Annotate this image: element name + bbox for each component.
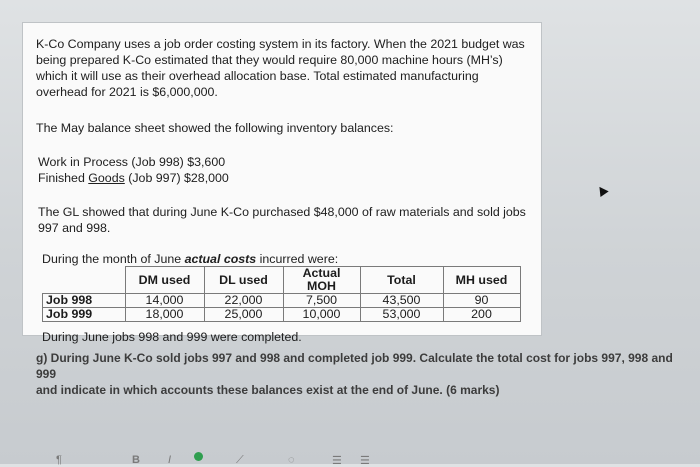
gl-line-2: 997 and 998. [38,221,111,235]
row-label: Job 998 [43,294,126,308]
header-mh: MH used [443,267,520,294]
costs-caption [42,251,338,267]
header-dl: DL used [204,267,283,294]
fg-label-a: Finished [38,171,89,185]
cell-moh: 7,500 [283,294,360,308]
cell-total: 43,500 [360,294,443,308]
intro-line-2: being prepared K-Co estimated that they would require 80,000 machine hours (MH’s) [36,53,503,67]
cell-mh: 200 [443,308,520,322]
wip-balance: Work in Process (Job 998) $3,600 [38,155,226,169]
completed-text: During June jobs 998 and 999 were completed. [42,330,302,344]
bold-icon[interactable]: B [132,454,140,466]
cell-moh: 10,000 [283,308,360,322]
cell-mh: 90 [443,294,520,308]
cell-dm: 18,000 [125,308,204,322]
costs-caption-a: During the month of June [42,252,185,266]
gl-line-1: The GL showed that during June K-Co purchased $48,000 of raw materials and sold jobs [38,205,526,219]
bullet-list-icon[interactable]: ☰ [332,455,342,467]
header-dm: DM used [125,267,204,294]
header-moh: Actual MOH [283,267,360,294]
link-icon[interactable]: ⟋ [236,454,244,466]
numbered-list-icon[interactable]: ☰ [360,455,370,467]
table-row [43,294,521,308]
costs-caption-c: incurred were: [256,252,339,266]
cell-dl: 25,000 [204,308,283,322]
fg-balance [38,170,229,186]
intro-line-3: which it will use as their overhead allocation base. Total estimated manufacturing [36,69,479,83]
text-color-icon[interactable] [194,452,203,461]
intro-line-1: K-Co Company uses a job order costing system in its factory. When the 2021 budget was [36,37,525,51]
header-total: Total [360,267,443,294]
table-row [43,308,521,322]
fg-label-b: (Job 997) $28,000 [124,171,229,185]
question-line-2: and indicate in which accounts these balances exist at the end of June. (6 marks) [36,383,500,397]
fg-label-goods: Goods [88,171,125,185]
image-icon[interactable]: ◌ [288,454,295,466]
cell-total: 53,000 [360,308,443,322]
row-label: Job 999 [43,308,126,322]
paragraph-icon[interactable]: ¶ [56,454,62,466]
question-line-1: g) During June K-Co sold jobs 997 and 998 and completed job 999. Calculate the total cost for jobs 997, 998 and 999 [36,351,673,381]
mouse-cursor-icon [595,184,608,197]
intro-line-4: overhead for 2021 is $6,000,000. [36,85,218,99]
cell-dm: 14,000 [125,294,204,308]
balance-sheet-text: The May balance sheet showed the following inventory balances: [36,121,394,135]
table-corner [43,267,126,294]
italic-icon[interactable]: I [168,454,172,466]
cell-dl: 22,000 [204,294,283,308]
costs-caption-b: actual costs [184,252,257,266]
table-header-row [43,267,521,294]
question-text [36,350,686,398]
costs-table [42,266,521,322]
